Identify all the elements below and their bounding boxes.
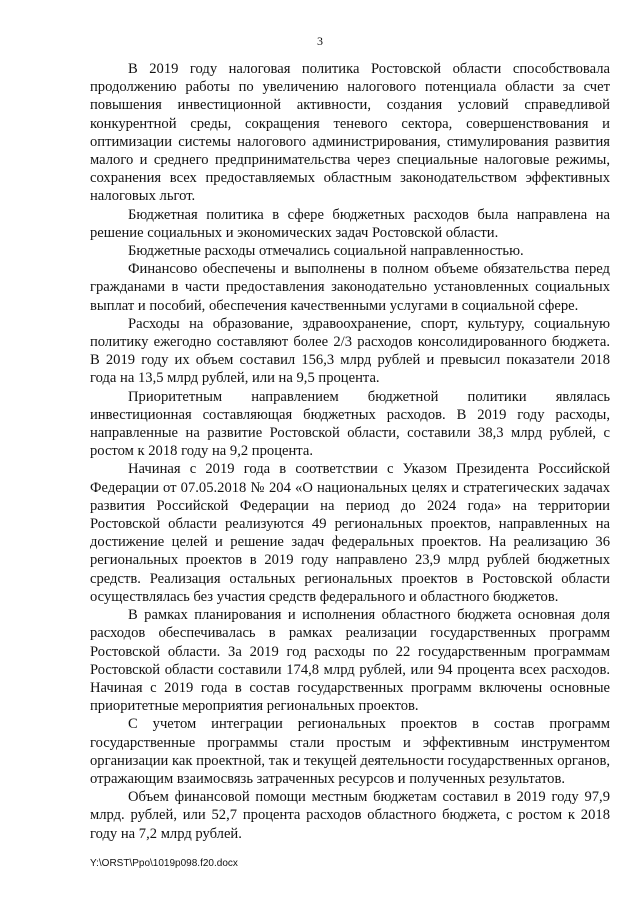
paragraph-regional-projects: Начиная с 2019 года в соответствии с Указом Президента Российской Федерации от 07.05.2018 № 204 «О национальных целях и стратегических задачах развития Российской Федерации на период до 2024 года» на территории Ростовской области реализуются 49 региональных проектов, направленных на достижение целей и решение задач федеральных проектов. На реализацию 36 региональных проектов в 2019 году направлено 23,9 млрд рублей бюджетных средств. Реализация остальных региональных проектов в Ростовской области осуществлялась без участия средств федерального и областного бюджетов. [90, 461, 610, 605]
paragraph-investment: Приоритетным направлением бюджетной политики являлась инвестиционная составляющая бюджетных расходов. В 2019 году расходы, направленные на развитие Ростовской области, составили 38,3 млрд рублей, с ростом к 2018 году на 9,2 процента. [90, 388, 610, 460]
paragraph-local-budgets: Объем финансовой помощи местным бюджетам составил в 2019 году 97,9 млрд. рублей, или 52,7 процента расходов областного бюджета, с ростом к 2018 году на 7,2 млрд рублей. [90, 789, 610, 842]
paragraph-social-orientation: Бюджетные расходы отмечались социальной направленностью. [128, 243, 524, 260]
paragraph-budget-policy: Бюджетная политика в сфере бюджетных расходов была направлена на решение социальных и экономических задач Ростовской области. [90, 206, 610, 241]
paragraph-obligations: Финансово обеспечены и выполнены в полном объеме обязательства перед гражданами в части предоставления законодательно установленных социальных выплат и пособий, обеспечения качественными услугами в социальной сфере. [90, 261, 610, 314]
document-body [90, 60, 610, 843]
paragraph-social-expenses: Расходы на образование, здравоохранение, спорт, культуру, социальную политику ежегодно составляют более 2/3 расходов консолидированного бюджета. В 2019 году их объем составил 156,3 млрд рублей и превысил показатели 2018 года на 13,5 млрд рублей, или на 9,5 процента. [90, 315, 610, 387]
file-path-footer: Y:\ORST\Ppo\1019p098.f20.docx [90, 858, 238, 869]
paragraph-tax-policy: В 2019 году налоговая политика Ростовской области способствовала продолжению работы по увеличению налогового потенциала области за счет повышения инвестиционной активности, создания условий справедливой конкурентной среды, сокращения теневого сектора, совершенствования и оптимизации системы налогового администрирования, стимулирования развития малого и среднего предпринимательства через специальные налоговые режимы, сохранения всех предоставляемых областным законодательством эффективных налоговых льгот. [90, 61, 610, 205]
paragraph-state-programs: В рамках планирования и исполнения областного бюджета основная доля расходов обеспечивалась в рамках реализации государственных программ Ростовской области. За 2019 год расходы по 22 государственным программам Ростовской области составили 174,8 млрд рублей, или 94 процента всех расходов. Начиная с 2019 года в состав государственных программ включены основные приоритетные мероприятия региональных проектов. [90, 607, 610, 715]
paragraph-program-integration: С учетом интеграции региональных проектов в состав программ государственные программы стали простым и эффективным инструментом организации как проектной, так и текущей деятельности государственных органов, отражающим взаимосвязь затраченных ресурсов и полученных результатов. [90, 716, 610, 787]
page-number: 3 [317, 34, 323, 48]
